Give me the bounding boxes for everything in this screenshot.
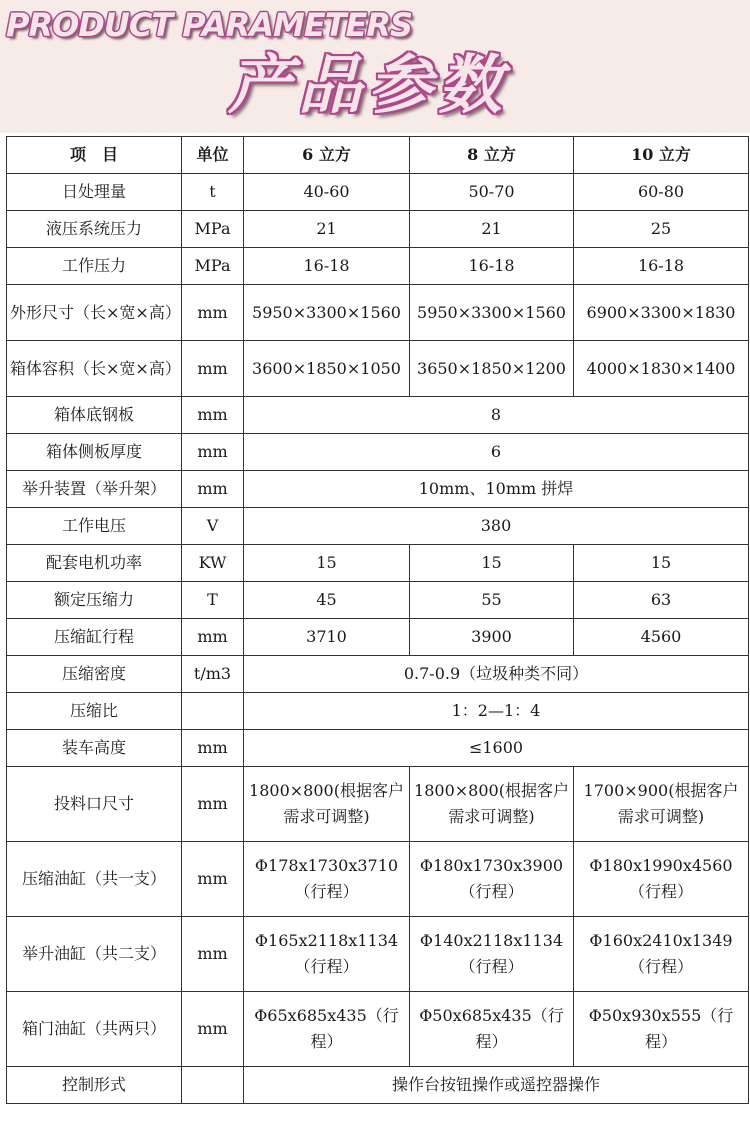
unit-cell: mm <box>182 730 244 767</box>
item-cell: 箱体容积（长×宽×高） <box>7 341 182 397</box>
table-row <box>7 842 749 917</box>
unit-cell: V <box>182 508 244 545</box>
unit-cell: mm <box>182 992 244 1067</box>
unit-cell: mm <box>182 767 244 842</box>
table-row <box>7 471 749 508</box>
item-cell: 箱体底钢板 <box>7 397 182 434</box>
value-cell: 1800×800(根据客户需求可调整) <box>244 767 410 842</box>
value-cell: Φ50x930x555（行程） <box>574 992 749 1067</box>
item-cell: 外形尺寸（长×宽×高） <box>7 285 182 341</box>
parameter-table <box>6 136 749 1104</box>
item-cell: 日处理量 <box>7 174 182 211</box>
value-cell: 4000×1830×1400 <box>574 341 749 397</box>
column-header: 单位 <box>182 137 244 174</box>
value-cell: 6900×3300×1830 <box>574 285 749 341</box>
english-title: PRODUCT PARAMETERS <box>6 6 413 44</box>
value-cell: 63 <box>574 582 749 619</box>
table-row <box>7 917 749 992</box>
value-cell: Φ178x1730x3710（行程） <box>244 842 410 917</box>
item-cell: 压缩油缸（共一支） <box>7 842 182 917</box>
value-cell: 21 <box>410 211 574 248</box>
value-cell: 21 <box>244 211 410 248</box>
unit-cell: KW <box>182 545 244 582</box>
table-row <box>7 619 749 656</box>
value-cell: 4560 <box>574 619 749 656</box>
table-row <box>7 397 749 434</box>
table-row <box>7 211 749 248</box>
item-cell: 举升油缸（共二支） <box>7 917 182 992</box>
table-row <box>7 656 749 693</box>
unit-cell: mm <box>182 397 244 434</box>
unit-cell: mm <box>182 619 244 656</box>
table-row <box>7 730 749 767</box>
value-cell: Φ165x2118x1134（行程） <box>244 917 410 992</box>
table-row <box>7 545 749 582</box>
table-header-row <box>7 137 749 174</box>
unit-cell: mm <box>182 842 244 917</box>
item-cell: 额定压缩力 <box>7 582 182 619</box>
value-cell: 5950×3300×1560 <box>410 285 574 341</box>
item-cell: 工作电压 <box>7 508 182 545</box>
item-cell: 液压系统压力 <box>7 211 182 248</box>
table-row <box>7 693 749 730</box>
value-cell: 3600×1850×1050 <box>244 341 410 397</box>
item-cell: 投料口尺寸 <box>7 767 182 842</box>
table-row <box>7 992 749 1067</box>
column-header: 项 目 <box>7 137 182 174</box>
merged-value-cell: 操作台按钮操作或遥控器操作 <box>244 1067 749 1104</box>
merged-value-cell: 6 <box>244 434 749 471</box>
value-cell: Φ180x1990x4560（行程） <box>574 842 749 917</box>
value-cell: 1800×800(根据客户需求可调整) <box>410 767 574 842</box>
value-cell: 15 <box>574 545 749 582</box>
value-cell: 1700×900(根据客户需求可调整) <box>574 767 749 842</box>
item-cell: 控制形式 <box>7 1067 182 1104</box>
column-header: 10 立方 <box>574 137 749 174</box>
unit-cell: MPa <box>182 211 244 248</box>
value-cell: 3900 <box>410 619 574 656</box>
unit-cell: t/m3 <box>182 656 244 693</box>
value-cell: 5950×3300×1560 <box>244 285 410 341</box>
item-cell: 工作压力 <box>7 248 182 285</box>
table-row <box>7 285 749 341</box>
value-cell: Φ140x2118x1134（行程） <box>410 917 574 992</box>
table-row <box>7 767 749 842</box>
value-cell: Φ50x685x435（行程） <box>410 992 574 1067</box>
value-cell: 15 <box>410 545 574 582</box>
column-header: 8 立方 <box>410 137 574 174</box>
merged-value-cell: ≤1600 <box>244 730 749 767</box>
unit-cell: T <box>182 582 244 619</box>
merged-value-cell: 0.7-0.9（垃圾种类不同） <box>244 656 749 693</box>
unit-cell: mm <box>182 285 244 341</box>
table-row <box>7 508 749 545</box>
unit-cell: MPa <box>182 248 244 285</box>
parameter-table-container <box>6 136 748 1104</box>
value-cell: 50-70 <box>410 174 574 211</box>
merged-value-cell: 380 <box>244 508 749 545</box>
unit-cell: mm <box>182 471 244 508</box>
table-row <box>7 434 749 471</box>
merged-value-cell: 10mm、10mm 拼焊 <box>244 471 749 508</box>
item-cell: 箱门油缸（共两只） <box>7 992 182 1067</box>
value-cell: 3710 <box>244 619 410 656</box>
value-cell: 45 <box>244 582 410 619</box>
header-banner <box>0 0 750 133</box>
value-cell: 16-18 <box>410 248 574 285</box>
value-cell: 25 <box>574 211 749 248</box>
column-header: 6 立方 <box>244 137 410 174</box>
unit-cell: t <box>182 174 244 211</box>
item-cell: 举升装置（举升架） <box>7 471 182 508</box>
value-cell: 3650×1850×1200 <box>410 341 574 397</box>
value-cell: 40-60 <box>244 174 410 211</box>
value-cell: 15 <box>244 545 410 582</box>
table-row <box>7 174 749 211</box>
merged-value-cell: 8 <box>244 397 749 434</box>
unit-cell: mm <box>182 341 244 397</box>
table-row <box>7 248 749 285</box>
unit-cell <box>182 693 244 730</box>
table-row <box>7 1067 749 1104</box>
value-cell: 16-18 <box>574 248 749 285</box>
item-cell: 配套电机功率 <box>7 545 182 582</box>
table-row <box>7 582 749 619</box>
value-cell: Φ180x1730x3900（行程） <box>410 842 574 917</box>
value-cell: 16-18 <box>244 248 410 285</box>
merged-value-cell: 1：2—1：4 <box>244 693 749 730</box>
unit-cell <box>182 1067 244 1104</box>
item-cell: 装车高度 <box>7 730 182 767</box>
value-cell: Φ65x685x435（行程） <box>244 992 410 1067</box>
item-cell: 箱体侧板厚度 <box>7 434 182 471</box>
item-cell: 压缩密度 <box>7 656 182 693</box>
unit-cell: mm <box>182 917 244 992</box>
item-cell: 压缩缸行程 <box>7 619 182 656</box>
value-cell: 55 <box>410 582 574 619</box>
item-cell: 压缩比 <box>7 693 182 730</box>
unit-cell: mm <box>182 434 244 471</box>
value-cell: Φ160x2410x1349（行程） <box>574 917 749 992</box>
value-cell: 60-80 <box>574 174 749 211</box>
table-row <box>7 341 749 397</box>
chinese-title: 产品参数 <box>228 49 508 123</box>
